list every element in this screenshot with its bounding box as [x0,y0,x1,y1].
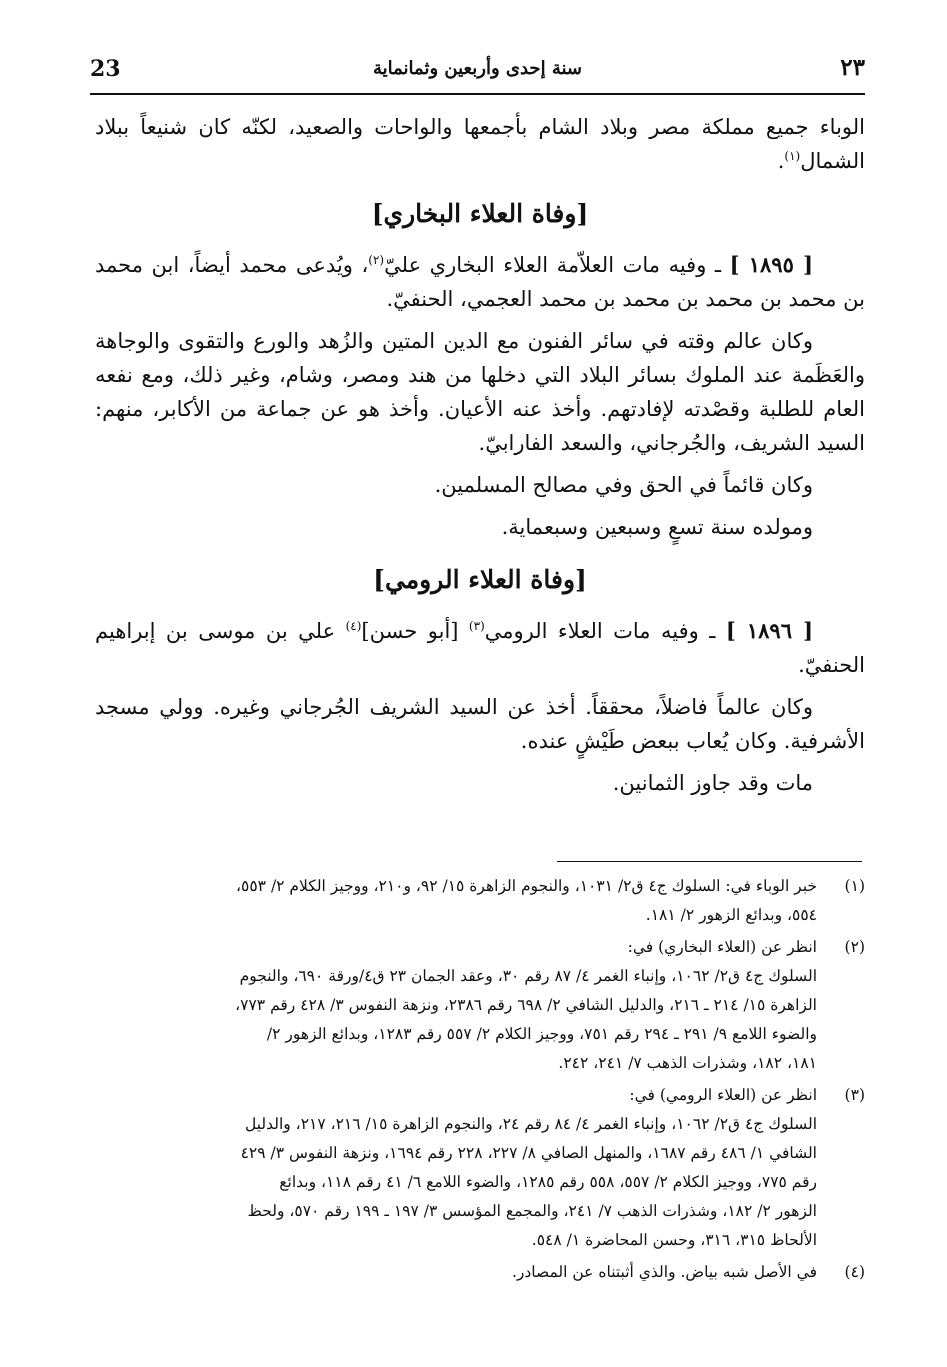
footnote-line: انظر عن (العلاء الرومي) في: [629,1086,817,1104]
footnote-line: والضوء اللامع ٩/ ٢٩١ ـ ٢٩٤ رقم ٧٥١، ووجيز الكلام ٢/ ٥٥٧ رقم ١٢٨٣، وبدائع الزهور ٢/ [266,1025,817,1043]
footnote-3 [95,1081,865,1255]
footnote-number: (٢) [844,938,865,956]
footnote-ref-3[interactable]: (٣) [468,619,485,633]
rumi-paragraph: وكان عالماً فاضلاً، محققاً. أخذ عن السيد الشريف الجُرجاني وغيره. وولي مسجد الأشرفية. وكان يُعاب ببعض طَيْشٍ عنده. [95,695,865,753]
footnote-line: ٥٥٤، وبدائع الزهور ٢/ ١٨١. [645,906,817,924]
header-rule [90,93,865,95]
footnote-2 [95,933,865,1078]
footnote-line: السلوك ج٤ ق٢/ ١٠٦٢، وإنباء الغمر ٤/ ٨٧ رقم ٣٠، وعقد الجمان ٢٣ ق٤/ورقة ٦٩٠، والنجوم [239,967,817,985]
footnote-line: انظر عن (العلاء البخاري) في: [627,938,817,956]
entry-1895 [95,248,865,316]
footnote-number: (١) [844,877,865,895]
footnote-line: في الأصل شبه بياض. والذي أثبتناه عن المصادر. [511,1263,817,1281]
footnote-ref-1[interactable]: (١) [784,149,801,163]
entry-1896-text-a: ـ وفيه مات العلاء الرومي [484,619,716,643]
entry-1895-text-a: ـ وفيه مات العلاّمة العلاء البخاري عليّ [384,253,722,277]
bukhari-line-1: وكان قائماً في الحق وفي مصالح المسلمين. [434,473,813,497]
entry-1896-text-b: [أبو حسن] [361,619,469,643]
footnote-line: الألحاظ ٣١٥، ٣١٦، وحسن المحاضرة ١/ ٥٤٨. [531,1231,817,1249]
entry-1896-text-c: علي بن موسى بن إبراهيم الحنفيّ. [95,619,865,677]
page-header [90,52,865,96]
entry-1895-text-b: ، ويُدعى محمد أيضاً، ابن محمد بن محمد بن محمد بن محمد بن محمد العجمي، الحنفيّ. [95,253,865,311]
entry-number-1896: [ ١٨٩٦ ] [725,618,814,643]
main-text [95,110,865,808]
page-number-latin: 23 [90,56,121,82]
footnote-line: السلوك ج٤ ق٢/ ١٠٦٢، وإنباء الغمر ٤/ ٨٤ رقم ٢٤، والنجوم الزاهرة ١٥/ ٢١٦، ٢١٧، والدليل [244,1115,817,1133]
bukhari-line-2: ومولده سنة تسعٍ وسبعين وسبعماية. [501,515,813,539]
rumi-line-1: مات وقد جاوز الثمانين. [612,771,813,795]
entry-number-1895: [ ١٨٩٥ ] [729,252,814,277]
entry-1896 [95,614,865,682]
footnote-line: رقم ٧٧٥، ووجيز الكلام ٢/ ٥٥٧، ٥٥٨ رقم ١٢٨٥، والضوء اللامع ٦/ ٤١ رقم ١١٨، وبدائع [279,1173,817,1191]
footnote-1 [95,872,865,930]
footnote-line: الشافي ١/ ٤٨٦ رقم ١٦٨٧، والمنهل الصافي ٨/ ٢٢٧، ٢٢٨ رقم ١٦٩٤، ونزهة النفوس ٣/ ٤٢٩ [240,1144,817,1162]
footnote-ref-4[interactable]: (٤) [345,619,362,633]
footnote-line: ١٨١، ١٨٢، وشذرات الذهب ٧/ ٢٤١، ٢٤٢. [558,1054,817,1072]
footnote-ref-2[interactable]: (٢) [368,253,385,267]
footnote-4 [95,1258,865,1287]
footnote-number: (٣) [844,1086,865,1104]
page-number-arabic: ٢٣ [840,54,865,81]
footnote-number: (٤) [844,1263,865,1281]
footnotes [95,872,865,1290]
running-title: سنة إحدى وأربعين وثمانماية [373,58,582,79]
intro-text: الوباء جميع مملكة مصر وبلاد الشام بأجمعها والواحات والصعيد، لكنّه كان شنيعاً ببلاد الشمال [95,115,865,173]
intro-tail: . [777,149,785,173]
footnote-line: الزاهرة ١٥/ ٢١٤ ـ ٢١٦، والدليل الشافي ٢/ ٦٩٨ رقم ٢٣٨٦، ونزهة النفوس ٣/ ٤٢٨ رقم ٧٧٣، [235,996,817,1014]
footnote-line: الزهور ٢/ ١٨٢، وشذرات الذهب ٧/ ٢٤١، والمجمع المؤسس ٣/ ١٩٧ ـ ١٩٩ رقم ٥٧٠، ولحظ [247,1202,817,1220]
intro-paragraph [95,110,865,178]
footnote-line: خبر الوباء في: السلوك ج٤ ق٢/ ١٠٣١، والنجوم الزاهرة ١٥/ ٩٢، و٢١٠، ووجيز الكلام ٢/ ٥٥٣، [236,877,817,895]
section-title-bukhari: [وفاة العلاء البخاري] [371,199,589,228]
bukhari-paragraph: وكان عالم وقته في سائر الفنون مع الدين المتين والزُهد والورع والتقوى والوجاهة والعَظَمة عند الملوك بسائر البلاد التي دخلها من هند ومصر، وشام، وغير ذلك، ومع نفعه العام للطلبة وقصْدته لإفادتهم. وأخذ عنه الأعيان. وأخذ هو عن جماعة من الأكابر، منهم: السيد الشريف، والجُرجاني، والسعد الفارابيّ. [95,329,865,455]
section-title-rumi: [وفاة العلاء الرومي] [373,565,587,594]
footnote-separator [557,861,862,862]
